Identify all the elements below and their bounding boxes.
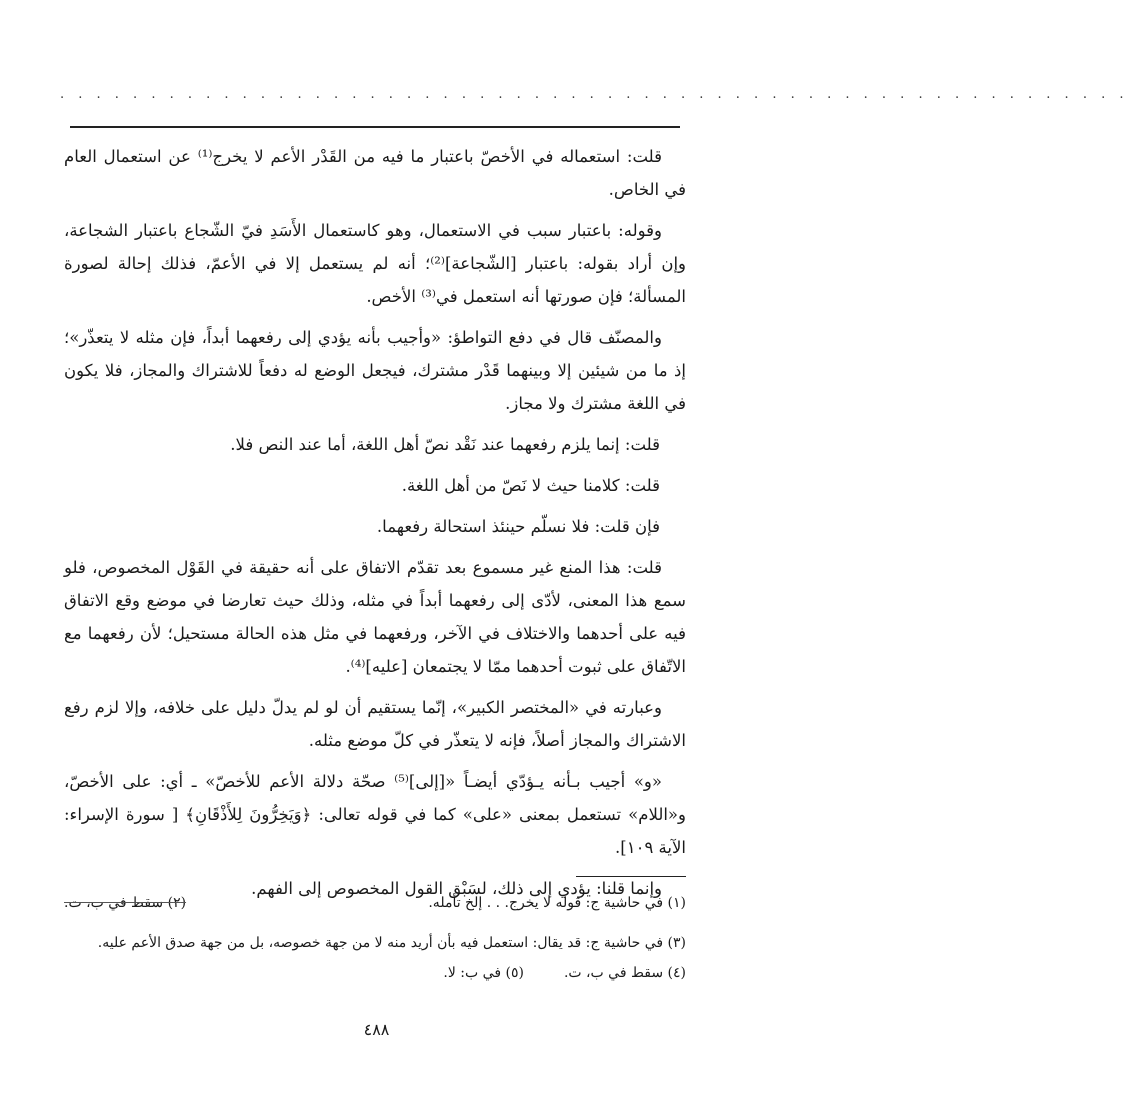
footnote-row-3 [64,958,686,988]
footnote-1: (١) في حاشية ج: قوله لا يخرج. . . إلخ تأمله. [428,895,686,911]
paragraph-7: قلت: هذا المنع غير مسموع بعد تقدّم الاتفاق على أنه حقيقة في القَوْل المخصوص، فلو سمع هذا المعنى، لأدّى إلى رفعهما أبداً في مثله، وذلك حيث تعارضا في موضع وقع الاتفاق فيه على أحدهما والاختلاف في الآخر، ورفعهما في مثل هذه الحالة مستحيل؛ لأن رفعهما مع الاتّفاق على ثبوت أحدهما ممّا لا يجتمعان [عليه]⁽⁴⁾. [64,558,686,676]
footnote-3: (٣) في حاشية ج: قد يقال: استعمل فيه بأن أريد منه لا من جهة خصوصه، بل من جهة صدق الأعم عليه. [97,935,686,951]
paragraph-5: قلت: كلامنا حيث لا نَصّ من أهل اللغة. [401,476,660,495]
footnote-separator [576,876,686,877]
footnote-row-2 [64,928,686,958]
paragraph-10: وإنما قلنا: يؤدي إلى ذلك، لسَبْق القول المخصوص إلى الفهم. [251,879,662,898]
footnotes [64,888,686,988]
paragraph-4: قلت: إنما يلزم رفعهما عند نَقْد نصّ أهل اللغة، أما عند النص فلا. [230,435,660,454]
footnote-2: (٢) سقط في ب، ت. [64,895,187,911]
paragraph-8: وعبارته في «المختصر الكبير»، إنّما يستقيم أن لو لم يدلّ دليل على خلافه، وإلا لزم رفع الاشتراك والمجاز أصلاً، فإنه لا يتعذّر في كلّ موضع مثله. [64,698,686,750]
header-rule [70,126,680,128]
header-dotted-line: . . . . . . . . . . . . . . . . . . . . . . . . . . . . . . . . . . . . . . . . . . . . . . . . . . . . . . . . . . . [60,87,1128,102]
footnote-5: (٥) في ب: لا. [443,965,524,981]
paragraph-9: «و» أجيب بـأنه يـؤدّي أيضـاً «[إلى]⁽⁵⁾ صحّة دلالة الأعم للأخصّ» ـ أي: على الأخصّ، و«اللام» تستعمل بمعنى «على» كما في قوله تعالى: ﴿وَيَخِرُّونَ لِلأَذْقَانِ﴾ [ سورة الإسراء: الآية ١٠٩]. [64,772,686,857]
main-text [64,140,686,913]
paragraph-3: والمصنّف قال في دفع التواطؤ: «وأجيب بأنه يؤدي إلى رفعهما أبداً، فإن مثله لا يتعذّر»؛ إذ ما من شيئين إلا وبينهما قَدْر مشترك، فيجعل الوضع له دفعاً للاشتراك والمجاز، فلا يكون في اللغة مشترك ولا مجاز. [64,328,686,413]
paragraph-1: قلت: استعماله في الأخصّ باعتبار ما فيه من القَدْر الأعم لا يخرج⁽¹⁾ عن استعمال العام في الخاص. [64,147,686,199]
page-number: ٤٨٨ [363,1020,390,1039]
footnote-row-1 [64,888,686,918]
paragraph-6: فإن قلت: فلا نسلّم حينئذ استحالة رفعهما. [376,517,660,536]
paragraph-2: وقوله: باعتبار سبب في الاستعمال، وهو كاستعمال الأَسَدِ فيّ الشّجاع باعتبار الشجاعة، وإن أراد بقوله: باعتبار [الشّجاعة]⁽²⁾؛ أنه لم يستعمل إلا في الأعمّ، فذلك إحالة لصورة المسألة؛ فإن صورتها أنه استعمل في⁽³⁾ الأخص. [64,221,686,306]
footnote-4: (٤) سقط في ب، ت. [563,965,686,981]
